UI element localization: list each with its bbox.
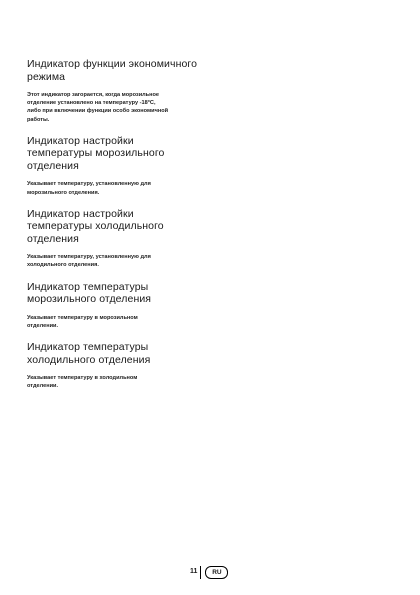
section-desc-line: отделение установлено на температуру -18°С, — [27, 100, 156, 107]
section-description — [27, 374, 212, 390]
section-desc-line: отделении. — [27, 383, 59, 390]
section-title — [27, 281, 212, 306]
section-desc-line: морозильного отделения. — [27, 189, 100, 196]
section-title — [27, 208, 212, 246]
section-title-line: морозильного отделения — [27, 293, 152, 306]
language-badge: RU — [205, 566, 228, 579]
section-desc-line: холодильного отделения. — [27, 262, 99, 269]
page-number: 11 — [190, 568, 198, 575]
section-desc-line: Указывает температуру в морозильном — [27, 314, 138, 321]
section-fridge-setting-indicator — [27, 208, 212, 270]
section-title-line: отделения — [27, 159, 79, 172]
section-title — [27, 58, 212, 83]
section-title — [27, 135, 212, 173]
section-title-line: температуры морозильного — [27, 147, 165, 160]
section-desc-line: Этот индикатор загорается, когда морозильное — [27, 92, 160, 98]
section-desc-line: Указывает температуру, установленную для — [27, 254, 151, 261]
section-desc-line: Указывает температуру в холодильном — [27, 375, 138, 382]
footer-divider — [200, 566, 201, 579]
section-freezer-temperature-indicator — [27, 281, 212, 330]
section-description — [27, 180, 212, 196]
section-title-line: режима — [27, 70, 66, 83]
section-title-line: температуры холодильного — [27, 220, 164, 233]
section-desc-line: работы. — [27, 116, 50, 123]
section-description — [27, 91, 212, 124]
manual-content — [27, 58, 212, 390]
section-desc-line: либо при включении функции особо экономичной — [27, 108, 169, 115]
page-footer — [190, 565, 228, 579]
section-fridge-temperature-indicator — [27, 341, 212, 390]
section-title-line: холодильного отделения — [27, 353, 151, 366]
section-title-line: Индикатор температуры — [27, 341, 149, 354]
section-description — [27, 314, 212, 330]
section-desc-line: отделении. — [27, 322, 59, 329]
section-title-line: Индикатор функции экономичного — [27, 58, 198, 70]
section-title-line: отделения — [27, 232, 79, 245]
section-title — [27, 341, 212, 366]
section-description — [27, 253, 212, 269]
section-desc-line: Указывает температуру, установленную для — [27, 181, 151, 188]
section-title-line: Индикатор настройки — [27, 134, 134, 147]
section-economy-mode-indicator — [27, 58, 212, 124]
section-title-line: Индикатор настройки — [27, 207, 134, 220]
section-freezer-setting-indicator — [27, 135, 212, 197]
section-title-line: Индикатор температуры — [27, 280, 149, 293]
